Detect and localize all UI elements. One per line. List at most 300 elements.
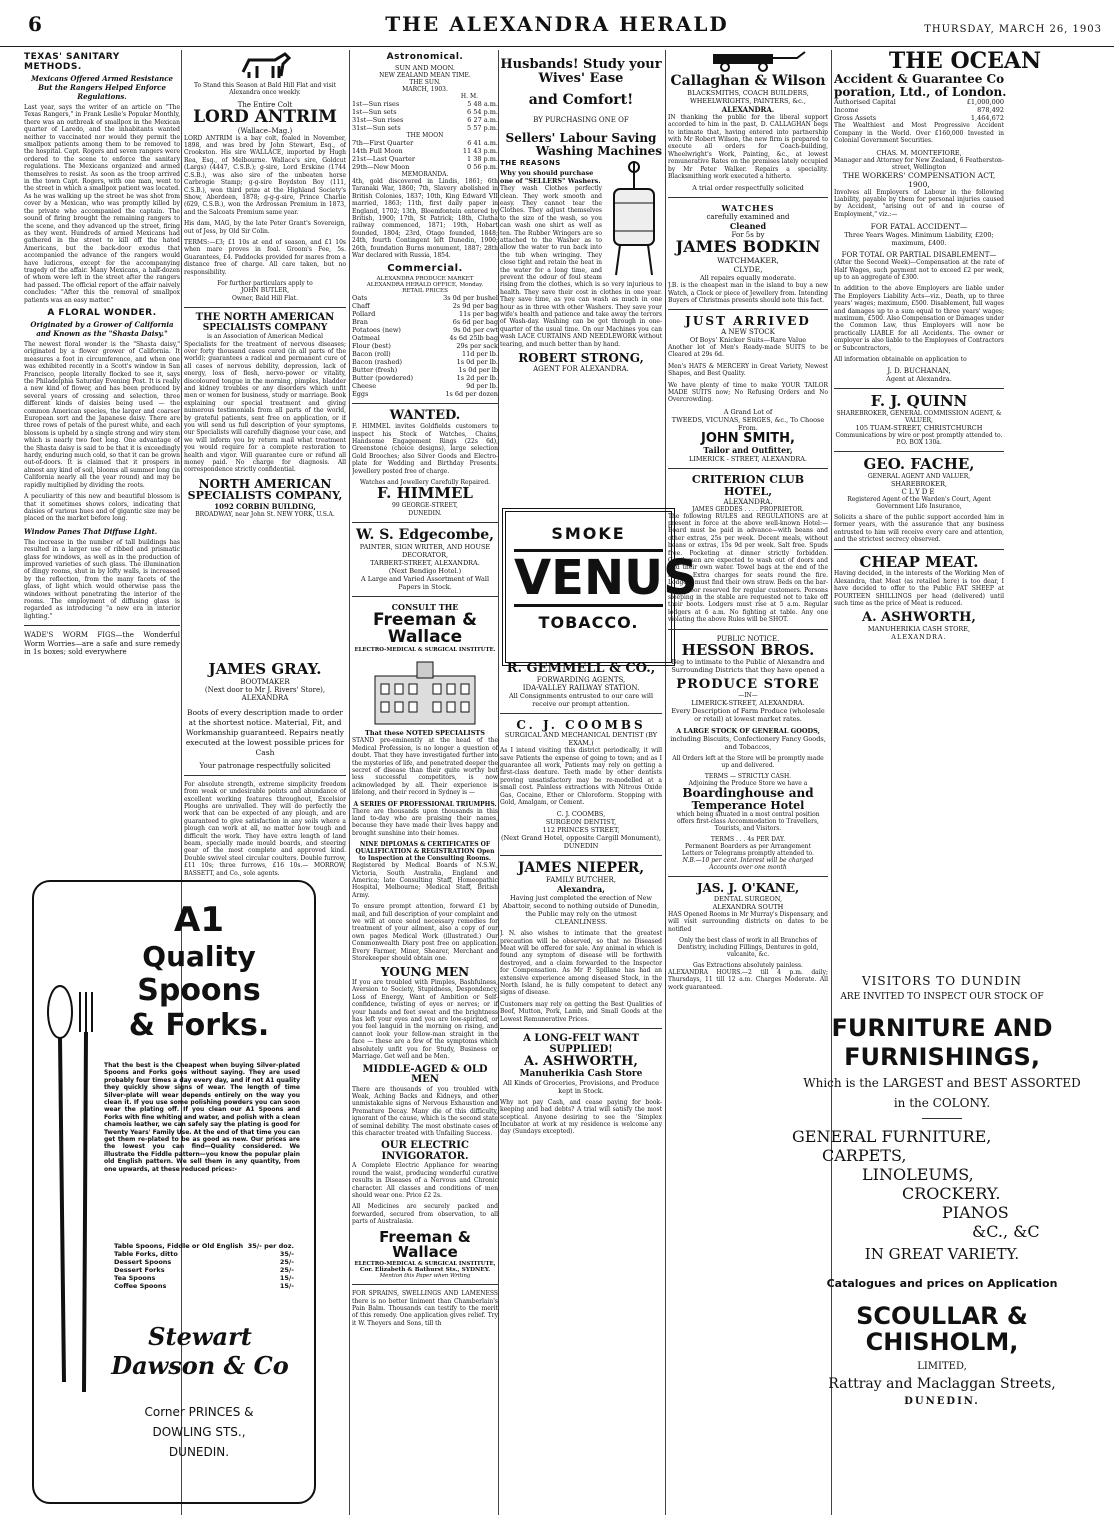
ashworth-town: ALEXANDRA. xyxy=(891,632,947,641)
criterion-town: ALEXANDRA. xyxy=(723,497,773,506)
price-row: Bacon (roll) 11d per lb. xyxy=(352,350,498,359)
okane-body: Only the best class of work in all Branches of Dentistry, including Fillings, Dentures in gold, vulcanite, &c. xyxy=(677,936,819,958)
buchanan-role: Agent at Alexandra. xyxy=(886,375,952,384)
article-body: A peculiarity of this new and beautiful blossom is that it sometimes shows colors, indicating that daisies of various hues and of gigantic size may be placed on the market before long. xyxy=(24,493,180,523)
ocean-manager-address: Manager and Attorney for New Zealand, 6 Featherston-street, Wellington xyxy=(834,156,1004,171)
reasons-sub: Why you should purchase one of "SELLERS" Washers. xyxy=(500,169,601,186)
capital-row: Gross Assets 1,464,672 xyxy=(834,114,1004,123)
article-body: The increase in the number of tall buildings has resulted in a larger use of ribbed and prismatic glass for windows, as well as in the production of improved varieties of such glass. The illumination of dingy rooms, shut in by lofty walls, is increased by the reflection, from the many facets of the glass, of light which would otherwise pass the windows without penetrating the interior of the rooms. The employment of diffusing glass is regarded as introducing "a new era in interior lighting." xyxy=(24,538,180,620)
capital-row: Income 878,492 xyxy=(834,106,1004,115)
smith-address: LIMERICK - STREET, ALEXANDRA. xyxy=(689,455,807,464)
hesson-name: HESSON BROS. xyxy=(681,640,815,659)
callaghan-trade: WHEELWRIGHTS, PAINTERS, &c., xyxy=(690,96,806,105)
stud-owner: JOHN BUTLER, xyxy=(241,287,289,295)
hesson-line: Every Description of Farm Produce (wholesale or retail) at lowest market rates. xyxy=(671,707,825,724)
boardinghouse-heading: Boardinghouse and xyxy=(682,786,814,801)
nasc-address: 1092 CORBIN BUILDING, xyxy=(214,501,316,511)
robert-strong-role: AGENT FOR ALEXANDRA. xyxy=(533,364,629,373)
noted-body: STAND pre-eminently at the head of the Medical Profession, is no longer a question of doubt. That they have investigated further into the mysteries of life, and penetrated deeper the secret of disease than their quite worthy but less successful competitors, is now acknowledged by all. Their experience is lifelong, and their record in Sydney is — xyxy=(352,737,498,797)
fatal-body: In addition to the above Employers are liable under The Employers Liability Acts—viz., Death, up to three years' wages; maximum, £500. Disablement, full wages and damages up to a sum equal to three years' wages; maximum, £500. Also Compensation or Damages under the Common Law, thus Employers will now be practically LIABLE for all Accidents. The owner or employer is also liable to the Employees of Contractors or Subcontractors, xyxy=(834,285,1004,352)
freeman-address: Cor. Elizabeth & Bathurst Sts., SYDNEY. xyxy=(359,1267,491,1274)
spoons-price-list xyxy=(114,1242,294,1290)
okane-trade: DENTAL SURGEON, xyxy=(713,894,783,903)
column-2-lower xyxy=(184,662,346,882)
coombs-address: (Next Grand Hotel, opposite Cargill Monument), xyxy=(500,834,662,843)
carriage-icon xyxy=(673,50,823,72)
public-notice: PUBLIC NOTICE. xyxy=(716,634,780,643)
spoons-title: A1 xyxy=(174,900,224,940)
husbands-heading: and Comfort! xyxy=(528,92,634,109)
stewart-dawson-logo: Stewart Dawson & Co xyxy=(111,1322,289,1380)
coombs-signature: C. J. COOMBS, xyxy=(556,810,606,819)
ashworth-name: A. ASHWORTH, xyxy=(862,610,976,626)
astro-sub: MEMORANDA. xyxy=(401,171,449,178)
venus-smoke: SMOKE xyxy=(551,524,626,543)
edgecombe-trade: PAINTER, SIGN WRITER, AND HOUSE DECORATOR, xyxy=(359,542,491,559)
coombs-city: DUNEDIN xyxy=(563,842,599,851)
gemmell-location: IDA-VALLEY RAILWAY STATION. xyxy=(522,683,640,692)
price-row: Eggs 1s 6d per dozen xyxy=(352,390,498,399)
commercial-heading: Commercial. xyxy=(387,263,463,275)
price-row: Pollard 11s per bag xyxy=(352,310,498,319)
ocean-title: poration, Ltd., of London. xyxy=(834,84,1007,99)
moon-row: 21st—Last Quarter 1 38 p.m. xyxy=(352,155,498,163)
price-row: Bran 6s 6d per bag xyxy=(352,318,498,327)
wade-ad: WADE'S WORM FIGS—the Wonderful Worm Worries—are a safe and sure remedy in 1s boxes; sold everywhere xyxy=(24,631,180,656)
nieper-town: Alexandra, xyxy=(557,884,605,895)
bodkin-repairs: All repairs equally moderate. xyxy=(699,274,797,283)
divider xyxy=(668,629,828,630)
series-heading: A SERIES OF PROFESSIONAL TRIUMPHS. xyxy=(353,800,497,808)
watches-line: carefully examined and xyxy=(706,213,790,222)
nasc-heading: THE NORTH AMERICAN xyxy=(195,312,335,324)
okane-gas: Gas Extractions absolutely painless. xyxy=(693,961,803,969)
divider xyxy=(668,197,828,198)
freeman-logo: Freeman & Wallace xyxy=(372,609,477,648)
middle-aged-heading: MIDDLE-AGED & OLD MEN xyxy=(362,1063,488,1086)
furniture-largest: Which is the LARGEST and BEST ASSORTED xyxy=(803,1076,1081,1091)
ashworth-name: A. ASHWORTH, xyxy=(524,1054,638,1070)
spoons-advert xyxy=(32,880,316,1504)
freeman-sub: ELECTRO-MEDICAL & SURGICAL INSTITUTE. xyxy=(354,647,496,654)
sun-row: 1st—Sun rises 5 48 a.m. xyxy=(352,100,498,108)
hesson-line: A LARGE STOCK OF GENERAL GOODS, xyxy=(676,727,820,736)
price-row: Bacon (rashed) 1s 0d per lb. xyxy=(352,358,498,367)
nasc-sub: is an Association of American Medical xyxy=(206,333,324,341)
watches-line: For 5s by xyxy=(731,231,765,240)
edgecombe-stock: A Large and Varied Assortment of Wall Papers in Stock. xyxy=(360,574,490,591)
fatal-body: (After the Second Week)—Compensation at the rate of Half Wages, such payment not to exceed £2 per week, up to an aggregate of £300. xyxy=(834,259,1004,281)
noted-heading: That these NOTED SPECIALISTS xyxy=(365,729,485,738)
gray-town: ALEXANDRA xyxy=(241,693,289,702)
quinn-box: P.O. BOX 130a. xyxy=(896,439,942,447)
furniture-item: GENERAL FURNITURE, xyxy=(792,1127,992,1147)
fatal-body: All information obtainable on application to xyxy=(834,356,967,363)
nieper-trade: FAMILY BUTCHER, xyxy=(545,876,617,885)
consult-label: CONSULT THE xyxy=(391,601,459,612)
capital-row: Authorised Capital £1,000,000 xyxy=(834,98,1004,107)
himmel-address: 99 GEORGE-STREET, xyxy=(392,502,458,510)
ocean-body: Involves all Employers of Labour in the following Liability, payable by them for personal injuries caused by Accident, "arising out of and in course of Employment," viz.:— xyxy=(834,188,1004,218)
quinn-comms: Communications by wire or post promptly attended to. xyxy=(835,432,1003,440)
price-row: Table Spoons, Fiddle or Old English 35/- per doz. xyxy=(114,1242,294,1250)
divider xyxy=(500,855,662,856)
scoullar-limited: LIMITED, xyxy=(917,1360,967,1372)
ocean-title: THE OCEAN xyxy=(888,50,1042,74)
column-rule xyxy=(665,50,666,1515)
hesson-in: —IN— xyxy=(738,692,758,700)
furniture-invited: ARE INVITED TO INSPECT OUR STOCK OF xyxy=(840,992,1044,1002)
gray-name: JAMES GRAY. xyxy=(208,662,322,678)
nieper-body: J. N. also wishes to intimate that the greatest precaution will be observed, so that no Diseased Meat will be offered for sale. Any animal in which is found any symptom of disease will be forthwith destroyed, and a claim forwarded to the Inspector for Compensation. As Mr P. Spillane has had an extensive experience among diseased Stock, in the North Island, he is fully competent to detect any signs of disease. xyxy=(500,930,662,997)
gray-trade: BOOTMAKER xyxy=(240,677,290,686)
coombs-body: As I intend visiting this district periodically, it will save Patients the expense of going to town; and as I guarantee all work, Patients may rely on getting a first-class denture. Teeth made by other dentists proving unsatisfactory may be re-modelled at a small cost. Painless extractions with Nitrous Oxide Gas, Cocaine, Ether or Chloroform. Stopping with Gold, Amalgam, or Cement. xyxy=(500,747,662,807)
furniture-item: LINOLEUMS, xyxy=(862,1165,974,1185)
cheap-meat-heading: CHEAP MEAT. xyxy=(859,552,979,571)
hesson-line: including Biscuits, Confectionery Fancy Goods, and Tobaccos, xyxy=(670,735,826,752)
divider xyxy=(184,307,346,308)
stud-terms: TERMS:—£3; £1 10s at end of season, and £1 10s when mare proves in foal. Groom's Fee, 5s. Guarantees, £4. Paddocks provided for mares from a distance free of charge. All care taken, but no responsibility. xyxy=(184,238,346,276)
divider xyxy=(668,468,828,469)
stud-travel: To Stand this Season at Bald Hill Flat and visit Alexandra once weekly. xyxy=(194,82,336,97)
reasons-body: They wash Clothes perfectly clean. They work smooth and easy. They cannot tear the Clothes. They adjust themselves to the size of the wash, so you can wash one shirt as well as ten. The Rubber Wringers are so attached to the Washer as to allow the water to run back into the tub when wringing. They close tight and retain the heat in the water for a long time, and prevent the odour of foul steam rising from the clothes, which is so very injurious to health. They save their cost in clothes in one year. They save time, as you can wash as much in one hour as in three with other Washers. They save your wife's health and patience and take away the terrors of Wash-day. Washing can be got through in one-quarter of the usual time. On our Machines you can wash LACE CURTAINS AND NEEDLEWORK without tearing, and much better than by hand. xyxy=(500,185,662,348)
catalogues-line: Catalogues and prices on Application xyxy=(826,1277,1058,1291)
ocean-manager: CHAS. M. MONTEFIORE, xyxy=(876,148,962,157)
price-row: Cheese 9d per lb. xyxy=(352,382,498,391)
spoon-fork-illustration xyxy=(42,982,102,1402)
callaghan-body: IN thanking the public for the liberal support accorded to him in the past, D. CALLAGHAN begs to intimate that, having entered into partnership with Mr Robert Wilson, the new firm is prepared to execute all orders for Coach-building, Wheelwright's Work, Painting, &c., at lowest remunerative Rates on the premises lately occupied by Mr Peter Walker. Repairs a speciality. Blacksmithing work executed a hitherto. xyxy=(668,113,828,180)
article-headline: TEXAS' SANITARY METHODS. xyxy=(24,52,120,72)
coombs-name: C. J. COOMBS xyxy=(516,717,646,732)
ocean-title: Accident & Guarantee Co xyxy=(834,72,1005,87)
furniture-item: PIANOS xyxy=(942,1203,1009,1223)
nasc-heading: SPECIALISTS COMPANY xyxy=(202,322,328,333)
column-6 xyxy=(834,50,1096,950)
article-subhead: Mexicans Offered Armed Resistance But the Rangers Helped Enforce Regulations. xyxy=(31,74,173,101)
spoons-title: Spoons xyxy=(137,973,261,1008)
arrived-sub: A NEW STOCK xyxy=(721,327,775,336)
boarding-line: Letters or Telegrams promptly attended to. xyxy=(682,850,814,858)
ashworth-stock: All Kinds of Groceries, Provisions, and Produce kept in Stock. xyxy=(503,1078,659,1095)
parcels-note: All Medicines are securely packed and forwarded, secured from observation, to all parts of Australasia. xyxy=(352,1203,498,1226)
robert-strong-name: ROBERT STRONG, xyxy=(518,351,644,366)
divider xyxy=(922,1118,962,1119)
moon-row: 7th—First Quarter 6 41 a.m. xyxy=(352,139,498,147)
divider xyxy=(24,625,180,626)
produce-store: PRODUCE STORE xyxy=(676,677,820,693)
husbands-heading: Husbands! Study your Wives' Ease xyxy=(500,57,662,86)
gray-location: (Next door to Mr J. Rivers' Store), xyxy=(204,685,326,694)
sun-row: 1st—Sun sets 6 54 p.m. xyxy=(352,108,498,116)
purchasing-label: BY PURCHASING ONE OF xyxy=(533,115,629,124)
gemmell-trade: FORWARDING AGENTS, xyxy=(536,675,626,684)
horse-name: LORD ANTRIM xyxy=(193,106,337,127)
spoons-address: DUNEDIN. xyxy=(168,1445,230,1459)
horse-body: LORD ANTRIM is a bay colt, foaled in November, 1898, and was bred by John Stewart, Esq., of Crookston. His sire WALLACE, imported by Hugh Rea, Esq., of Melbourne. Wallace's sire, Goldcut (Largs) (4447, C.S.B.); g-sire, Lord Erskine (1744 C.S.B.), was also sire of the unbeaten horse Carbrogie Stamp; g-g-sire Boydston Boy (111, C.S.B.), won third prize at the Highland Society's Show, Aberdeen, 1878; g-g-g-sire, Prince Charlie (629, C.S.B.), won the Ardrossan Premium in 1873, and the Salcoats Premium same year. xyxy=(184,134,346,216)
stud-owner: Owner, Bald Hill Flat. xyxy=(231,294,299,302)
venus-name: VENUS xyxy=(514,550,698,606)
scoullar-city: DUNEDIN. xyxy=(904,1395,980,1407)
temperance-heading: Temperance Hotel xyxy=(691,798,805,812)
coombs-role: SURGEON DENTIST, xyxy=(545,818,617,827)
arrived-body: Another lot of Men's Ready-made SUITS to be Cleared at 29s 6d. xyxy=(668,343,828,359)
wanted-heading: WANTED. xyxy=(389,408,461,424)
gray-body: Boots of every description made to order at the shortest notice. Material, Fit, and Workmanship guaranteed. Repairs neatly executed at the lowest possible prices for Cash xyxy=(185,707,345,757)
astro-month: MARCH, 1903. xyxy=(402,86,448,93)
nieper-body: Customers may rely on getting the Best Qualities of Beef, Mutton, Pork, Lamb, and Small Goods at the Lowest Remunerative Prices. xyxy=(500,1000,662,1023)
spoons-body: That the best is the Cheapest when buying Silver-plated Spoons and Forks goes without saying. They are used probably four times a day every day, and if not A1 quality they quickly show signs of wear. The length of time Silver-plate will wear depends entirely on the way you clean it. If you use some polishing powders you can soon wear the plating off. If you clean our A1 Spoons and Forks with fine whiting and water, and polish with a clean chamois leather, we can safely say the plating is good for Twenty Years' Family Use. At the end of that time you can get them re-plated to be as good as new. Our prices are the lowest you can find—Quality considered. We illustrate the Fiddle pattern—you know the popular plain old English pattern. We sell them in any quantity, from one upwards, at these reduced prices:- xyxy=(104,1062,300,1173)
scoullar-name: SCOULLAR & CHISHOLM, xyxy=(856,1302,1028,1356)
hesson-address: LIMERICK-STREET, ALEXANDRA. xyxy=(691,699,805,708)
freeman-sub: ELECTRO-MEDICAL & SURGICAL INSTITUTE, xyxy=(354,1261,496,1268)
nasc-body: Specialists for the treatment of nervous diseases; over forty thousand cases cured (in all parts of the world); guarantees a radical and permanent cure of all cases of nervous debility, depression, lack of energy, loss of flesh, nervo-power or vitality, discoloured tongue in the morning, pimples, bladder and kidney troubles or any disorders which unfit men or women for business, study or marriage. Book explaining our special treatment and giving numerous testimonials from all parts of the world, by grateful patients, sent free on application, or if you will send us full description of your symptoms, our Specialists will carefully diagnose your case, and we will inform you by return mail what treatment you would require for a complete restoration to health and vigor. Will guarantee cure or refund all money paid. No charge for diagnosis. All correspondence strictly confidential. xyxy=(184,340,346,474)
column-1 xyxy=(24,50,180,880)
furniture-advert xyxy=(782,970,1102,1510)
divider xyxy=(834,549,1004,550)
reasons-heading: THE REASONS xyxy=(500,159,561,168)
divider xyxy=(500,713,662,714)
wanted-repair: Watches and Jewellery Carefully Repaired. xyxy=(359,478,491,486)
nieper-body: Having just completed the erection of New Abattoir, second to nothing outside of Dunedin, the Public may rely on the utmost CLEANLINESS. xyxy=(502,894,660,927)
astro-units: H. M. xyxy=(460,93,478,100)
boarding-terms: TERMS . . . 4s PER DAY. xyxy=(710,836,786,844)
astro-sub: SUN AND MOON. xyxy=(395,64,455,72)
prompt-attention: To ensure prompt attention, forward £1 by mail, and full description of your complaint and we will at once send necessary remedies for treatment of your ailment, also a copy of our own pages Medical Work (illustrated.) Our Commonwealth Diary post free on application. Every Farmer, Miner, Shearer, Merchant and Storekeeper should obtain one. xyxy=(352,903,498,963)
fache-trade: GENERAL AGENT AND VALUER, xyxy=(867,472,971,480)
arrived-body: We have plenty of time to make YOUR TAILOR MADE SUITS now; No Refusing Orders and No Overcrowding. xyxy=(668,381,828,404)
ashworth-store: Manuherikia Cash Store xyxy=(519,1068,643,1079)
coombs-trade: SURGICAL AND MECHANICAL DENTIST (BY EXAM.) xyxy=(504,731,658,748)
furniture-item: CARPETS, xyxy=(822,1146,907,1166)
hesson-line: All Orders left at the Store will be promptly made up and delivered. xyxy=(672,755,824,770)
edgecombe-location: (Next Bendigo Hotel.) xyxy=(388,566,462,575)
sellers-heading: Sellers' Labour Saving xyxy=(505,130,657,145)
divider xyxy=(352,403,498,404)
horse-lineage: (Wallace–Mag.) xyxy=(237,126,293,135)
nasc-address: BROADWAY, near John St. NEW YORK, U.S.A. xyxy=(195,510,335,518)
wanted-body: F. HIMMEL invites Goldfields customers to inspect his Stock of Watches, Chains, Handsome Engagement Rings (22s 6d), Greenstone (choice designs), large selection Gold Brooches; also Silver Goods and Electro-plate for Wedding and Birthday Presents. Jewellery posted free of charge. xyxy=(352,423,498,475)
institute-building-illustration xyxy=(365,656,485,726)
callaghan-name: Callaghan & Wilson xyxy=(670,73,826,89)
market-name: ALEXANDRA PRODUCE MARKET xyxy=(376,276,474,283)
smith-name: JOHN SMITH, xyxy=(701,430,795,446)
criterion-rules: The following RULES and REGULATIONS are at present in force at the above well-known Hotel:— Board must be paid in advance—with beans and other extras, 25s per week. Decent meals, without beans or extras, 15s 9d per week. Salt free. Spuds free. Pocketing at dinner strictly forbidden. Gentlemen are expected to wash out of doors and find their own water. Towel bags at the end of the house. Extra charges for seats round the fire. Lodgers must find their own straw. Beds on the bar-room floor reserved for regular customers. Persons sleeping in the stable are requested not to take off their boots. Lodgers must rise at 5 a.m. Regular lodgers at 6 a.m. No fighting at table. Any one violating the above Rules will be SHOT. xyxy=(668,512,828,624)
criterion-name: CRITERION CLUB HOTEL, xyxy=(691,473,805,498)
astro-heading: Astronomical. xyxy=(386,52,464,62)
price-row: Oatmeal 4s 6d 25lb bag xyxy=(352,334,498,343)
okane-name: JAS. J. O'KANE, xyxy=(696,881,800,896)
venus-tobacco: TOBACCO. xyxy=(538,613,639,632)
spoons-title: Quality xyxy=(142,940,256,973)
column-3 xyxy=(352,50,498,1515)
ashworth-store: MANUHERIKIA CASH STORE, xyxy=(867,624,971,633)
hesson-line: Adjoining the Produce Store we have a xyxy=(688,780,808,788)
washing-heading: Washing Machines xyxy=(535,143,662,158)
fache-town: CLYDE xyxy=(901,487,937,496)
ocean-act: THE WORKERS' COMPENSATION ACT, 1900, xyxy=(842,170,996,189)
fatal-body: Three Years Wages. Minimum Liability, £200; maximum, £400. xyxy=(844,231,994,248)
price-row: Chaff 2s 9d per bag xyxy=(352,302,498,311)
scoullar-address: Rattray and Maclaggan Streets, xyxy=(828,1375,1056,1392)
arrived-heading: JUST ARRIVED xyxy=(685,314,811,329)
fache-body: Solicits a share of the public support accorded him in former years, with the assurance that any business entrusted to him will receive every care and attention, and the strictest secrecy observed. xyxy=(834,513,1004,544)
fache-name: GEO. FACHE, xyxy=(863,455,975,474)
article-body: The newest floral wonder is the "Shasta daisy," originated by a flower grower of California. It measures a foot in circumference, and when one was exhibited recently in a Scott's window in San Francisco, people literally flocked to see it, says the Philadelphia Saturday Evening Post. It is really a new kind of flower, and has been produced by several years of crossing and selection, three different kinds of daisies being used — the common American species, the larger and coarser European sort and the Japanese daisy. There are three rows of petals of the purest white, and each blossom is upheld by a single strong and wiry stem which is nearly two feet long. One advantage of the Shasta daisy is said to be that it is exceedingly hardy, enduring much cold, so that it can be grown out-of-doors. It is claimed that it prospers in almost any kind of soil, blooms all summer long (in California nearly all the year round) and may be rapidly multiplied by dividing the roots. xyxy=(24,340,180,489)
okane-town: ALEXANDRA SOUTH xyxy=(712,902,784,911)
okane-hours: ALEXANDRA HOURS.—2 till 4 p.m. daily; Thursdays, 11 till 12 a.m. Charges Moderate. All work guaranteed. xyxy=(668,968,828,991)
page-number: 6 xyxy=(28,12,42,36)
price-row: Potatoes (new) 9s 0d per cwt xyxy=(352,326,498,335)
sun-row: 31st—Sun rises 6 27 a.m. xyxy=(352,116,498,124)
furniture-heading: FURNITURE AND xyxy=(831,1014,1053,1042)
young-men-heading: YOUNG MEN xyxy=(380,965,470,980)
fache-trade: SHAREBROKER, xyxy=(890,479,947,488)
furniture-heading: FURNISHINGS, xyxy=(844,1043,1040,1072)
column-4-lower xyxy=(500,662,662,1512)
callaghan-trade: BLACKSMITHS, COACH BUILDERS, xyxy=(687,88,809,97)
price-row: Table Forks, ditto 35/- xyxy=(114,1250,294,1258)
article-subhead: Originated by a Grower of California and Known as the "Shasta Daisy." xyxy=(30,319,174,338)
divider xyxy=(834,451,1004,452)
watches-line: Cleaned xyxy=(729,221,767,232)
nasc-address: NORTH AMERICAN xyxy=(198,476,332,491)
nasc-address: SPECIALISTS COMPANY, xyxy=(187,489,343,503)
registration: Registered by Medical Boards of N.S.W., Victoria, South Australia, England and America; late Consulting Staff, Homeopathic Hospital, Melbourne; Medical Staff, British Army. xyxy=(352,862,498,899)
memoranda: 4th, gold discovered in Lindis, 1861; 6th Taranaki War, 1860; 7th, Slavery abolished in British Colonies, 1837; 10th, King Edward VII married, 1863; 11th, first daily paper in England, 1702; 13th, Bloemfontein entered by British, 1900; 17th, St Patrick; 18th, Clutha railway commenced, 1871; 19th, Hobart founded, 1804; 23rd, Otago founded, 1848; 24th, fourth Contingent left Dunedin, 1900; 26th, foundation Burns monument, 1887; 28th War declared with Russia, 1854. xyxy=(352,178,498,260)
price-row: Butter (fresh) 1s 0d per lb xyxy=(352,366,498,375)
hesson-terms: TERMS — STRICTLY CASH. xyxy=(704,773,792,781)
invigorator-heading: OUR ELECTRIC INVIGORATOR. xyxy=(381,1140,469,1162)
edgecombe-name: W. S. Edgecombe, xyxy=(355,526,495,543)
boarding-line: Permanent Boarders as per Arrangement xyxy=(685,843,811,851)
freeman-logo: Freeman & Wallace xyxy=(379,1227,471,1262)
divider xyxy=(500,1028,662,1029)
nieper-name: JAMES NIEPER, xyxy=(517,860,645,877)
furniture-visitors: VISITORS TO DUNDIN xyxy=(861,974,1023,988)
fatal-heading: FOR FATAL ACCIDENT— xyxy=(870,222,968,232)
hesson-intro: Beg to intimate to the Public of Alexandra and Surrounding Districts that they have opened a xyxy=(671,658,825,675)
spoons-title: & Forks. xyxy=(128,1008,270,1043)
callaghan-town: ALEXANDRA. xyxy=(721,104,775,114)
divider xyxy=(352,1284,498,1285)
ocean-body: The Wealthiest and Most Progressive Accident Company in the World. Over £160,000 Invested in Colonial Government Securities. xyxy=(834,122,1004,145)
quinn-address: 105 TUAM-STREET, CHRISTCHURCH xyxy=(855,424,983,433)
astro-sub: THE SUN. xyxy=(409,79,441,86)
sun-row: 31st—Sun sets 5 57 p.m. xyxy=(352,124,498,132)
fache-registered: Registered Agent of the Warden's Court, Agent Government Life Insurance, xyxy=(847,495,991,510)
callaghan-trial: A trial order respectfully solicited xyxy=(692,184,804,193)
okane-body: HAS Opened Rooms in Mr Murray's Dispensary, and will visit surrounding districts on dates to be notified xyxy=(668,910,828,933)
horse-body: His dam, MAG, by the late Peter Grant's Sovereign, out of Jess, by Old Sir Colin. xyxy=(184,220,346,235)
spoons-address: DOWLING STS., xyxy=(152,1425,246,1439)
smith-trade: Tailor and Outfitter, xyxy=(703,445,793,456)
freeman-mention: Mention this Paper when Writing xyxy=(379,1273,471,1280)
price-row: Coffee Spoons 15/- xyxy=(114,1282,294,1290)
arrived-body: Men's HATS & MERCERY in Great Variety, Newest Shapes, and Best Quality. xyxy=(668,362,828,378)
himmel-city: DUNEDIN. xyxy=(408,509,442,517)
paper-name: THE ALEXANDRA HERALD xyxy=(385,12,729,36)
boarding-body: which being situated in a most central position offers first-class Accommodation to Travellers, Tourists, and Visitors. xyxy=(676,811,820,833)
furniture-variety: IN GREAT VARIETY. xyxy=(864,1245,1020,1264)
diplomas-heading: NINE DIPLOMAS & CERTIFICATES OF QUALIFICATION & REGISTRATION Open to Inspection at the Consulting Rooms. xyxy=(355,841,495,863)
article-headline: A FLORAL WONDER. xyxy=(47,307,157,318)
bodkin-name: JAMES BODKIN xyxy=(675,237,821,257)
column-rule xyxy=(498,50,499,1515)
astro-sub: NEW ZEALAND MEAN TIME. xyxy=(379,72,471,79)
column-2 xyxy=(184,50,346,610)
plough-ad: For absolute strength, extreme simplicity freedom from weak or undesirable points and abundance of excellent working features throughout, Excelsior Ploughs are unrivalled. They will do perfectly the work that can be expected of any plough, and are guaranteed to give satisfaction in any soils where a plough can work at all, no matter how tough and difficult the work. They have extra length of land beam, specially made mould boards, and steering gear of the most complete and approved kind. Double swivel steel circular coulters. Double furrow, £11 10s; three furrows, £16 10s.— MORROW, BASSETT, and Co., sole agents. xyxy=(184,780,346,877)
quinn-trade: SHAREBROKER, GENERAL COMMISSION AGENT, & VALUER, xyxy=(836,410,1002,425)
young-men-body: If you are troubled with Pimples, Bashfulness, Aversion to Society, Stupidness, Despondency, Loss of Energy, Want of Ambition or Self-confidence, twisting of eyes or nerves; or if your hands and feet sweat and the brightness has left your eyes and you are low-spirited, or you feel languid in the morning on rising, and cannot look your fellow-man straight in the face — these are a few of the symptoms which absolutely unfit you for Study, Business or Marriage. Get well and be Men. xyxy=(352,979,498,1061)
quinn-name: F. J. QUINN xyxy=(870,392,968,411)
price-row: Tea Spoons 15/- xyxy=(114,1274,294,1282)
retail-label: RETAIL PRICES xyxy=(402,288,448,295)
stud-label: The Entire Colt xyxy=(237,100,293,109)
longfelt-heading: A LONG-FELT WANT SUPPLIED! xyxy=(523,1033,639,1055)
himmel-name: F. HIMMEL xyxy=(377,484,473,503)
cheap-meat-body: Having decided, in the interests of the Working Men of Alexandra, that Meat (as retailed here) is too dear, I have decided to offer to the Public FAT SHEEP at FOURTEEN SHILLINGS per head (delivered) until such time as the price of Meat is reduced. xyxy=(834,570,1004,607)
price-row: Butter (powdered) 1s 2d per lb. xyxy=(352,374,498,383)
series-body: There are thousands upon thousands in this land to-day who are praising their names, because they have made their lives happy and brought sunshine into their homes. xyxy=(352,807,498,837)
divider xyxy=(352,522,498,523)
stud-contact: For further particulars apply to xyxy=(217,279,313,287)
furniture-item: CROCKERY. xyxy=(902,1184,1001,1204)
washing-machine-illustration xyxy=(606,159,662,279)
price-row: Dessert Spoons 25/- xyxy=(114,1258,294,1266)
article-subhead: Window Panes That Diffuse Light. xyxy=(24,526,158,536)
issue-date: THURSDAY, MARCH 26, 1903 xyxy=(924,24,1102,35)
divider xyxy=(184,775,346,776)
column-rule xyxy=(349,50,350,1515)
coombs-address: 112 PRINCES STREET, xyxy=(542,826,620,835)
edgecombe-street: TARBERT-STREET, ALEXANDRA. xyxy=(370,558,480,567)
moon-row: 14th Full Moon 11 43 p.m. xyxy=(352,147,498,155)
bodkin-town: CLYDE, xyxy=(733,265,763,275)
buchanan-name: J. D. BUCHANAN, xyxy=(887,367,951,376)
bodkin-body: J.B. is the cheapest man in the island to buy a new Watch, a Clock or piece of Jewellery from. Intending Buyers of Christmas presents should note this fact. xyxy=(668,282,828,304)
furniture-colony: in the COLONY. xyxy=(893,1096,991,1111)
divider xyxy=(352,596,498,597)
watches-heading: WATCHES xyxy=(721,203,775,214)
gemmell-name: R. GEMMELL & CO., xyxy=(506,662,656,676)
price-row: Flour (best) 29s per sack xyxy=(352,342,498,351)
gray-patronage: Your patronage respectfully solicited xyxy=(199,761,331,770)
price-row: Dessert Forks 25/- xyxy=(114,1266,294,1274)
astro-sub: THE MOON xyxy=(406,132,444,139)
arrived-line: A Grand Lot of xyxy=(723,407,773,416)
middle-aged-body: There are thousands of you troubled with Weak, Aching Backs and Kidneys, and other unmistakable signs of Nervous Exhaustion and Premature Decay. Many die of this difficulty, ignorant of the cause, which is the second state of seminal debility. The most obstinate cases of this character treated with Unfailing Success. xyxy=(352,1085,498,1137)
venus-tobacco-advert xyxy=(502,508,698,666)
invigorator-body: A Complete Electric Appliance for wearing round the waist, producing wonderful curative results in Diseases of a Nervous and Chronic character. All classes and conditions of men should wear one. Price £2 2s. xyxy=(352,1162,498,1199)
bodkin-trade: WATCHMAKER, xyxy=(717,256,779,266)
horse-icon xyxy=(235,52,295,80)
market-office: ALEXANDRA HERALD OFFICE, Monday. xyxy=(366,282,484,289)
price-row: Oats 3s 0d per bushel xyxy=(352,294,498,303)
ashworth-body: Why not pay Cash, and cease paying for book-keeping and bad debts? A trial will satisfy the most sceptical. Anyone desiring to see the 'Simplex Incubator at work at my residence is welcome any day (Sundays excepted). xyxy=(500,1098,662,1136)
criterion-proprietor: JAMES GEDDES . . . . PROPRIETOR. xyxy=(692,505,804,513)
furniture-item: &C., &C xyxy=(972,1222,1040,1242)
divider xyxy=(668,876,828,877)
article-body: Last year, says the writer of an article on "The Texas Rangers," in Frank Leslie's Popular Monthly, there was an outbreak of smallpox in the Mexican quarter of Laredo, and the inhabitants wanted neither to vaccinated nor would they permit the smallpox patients among them to be removed to the hospital. Capt. Rogers and seven rangers were ordered to the scene to enforce the sanitary regulations. The Mexicans organized and armed themselves to resist. As soon as the troop arrived in the town Capt. Rogers, with one man, went to the street in which a smallpox patient was located. As he was walking up the street he was shot from cover by a Mexican, who was promptly killed by the private who accompanied the captain. The sound of firing brought the remaining rangers to the scene, and they advanced up the street, firing as they went. Hundreds of armed Mexicans had gathered in the street to kill off the hated Americans, but the back-door exodus that accompanied the advance of the rangers would have ludicrous, except for the accompanying tragedy of the affair. Many Mexicans, a half-dozen of whom were left in the street after the rangers had passed. The official report of the affair naively concludes: "After this the removal of smallpox patients was an easy matter." xyxy=(24,104,180,304)
arrived-line: Of Boys' Knicker Suits—Rare Value xyxy=(689,335,807,344)
spoons-address: Corner PRINCES & xyxy=(144,1405,254,1419)
gemmell-body: All Consignments entrusted to our care will receive our prompt attention. xyxy=(508,691,654,708)
divider xyxy=(834,388,1004,389)
masthead xyxy=(0,0,1114,47)
moon-row: 29th—New Moon 0 56 p.m. xyxy=(352,163,498,171)
divider xyxy=(668,309,828,310)
arrived-line: TWEEDS, VICUNAS, SERGES, &c., To Choose From. xyxy=(671,415,825,432)
